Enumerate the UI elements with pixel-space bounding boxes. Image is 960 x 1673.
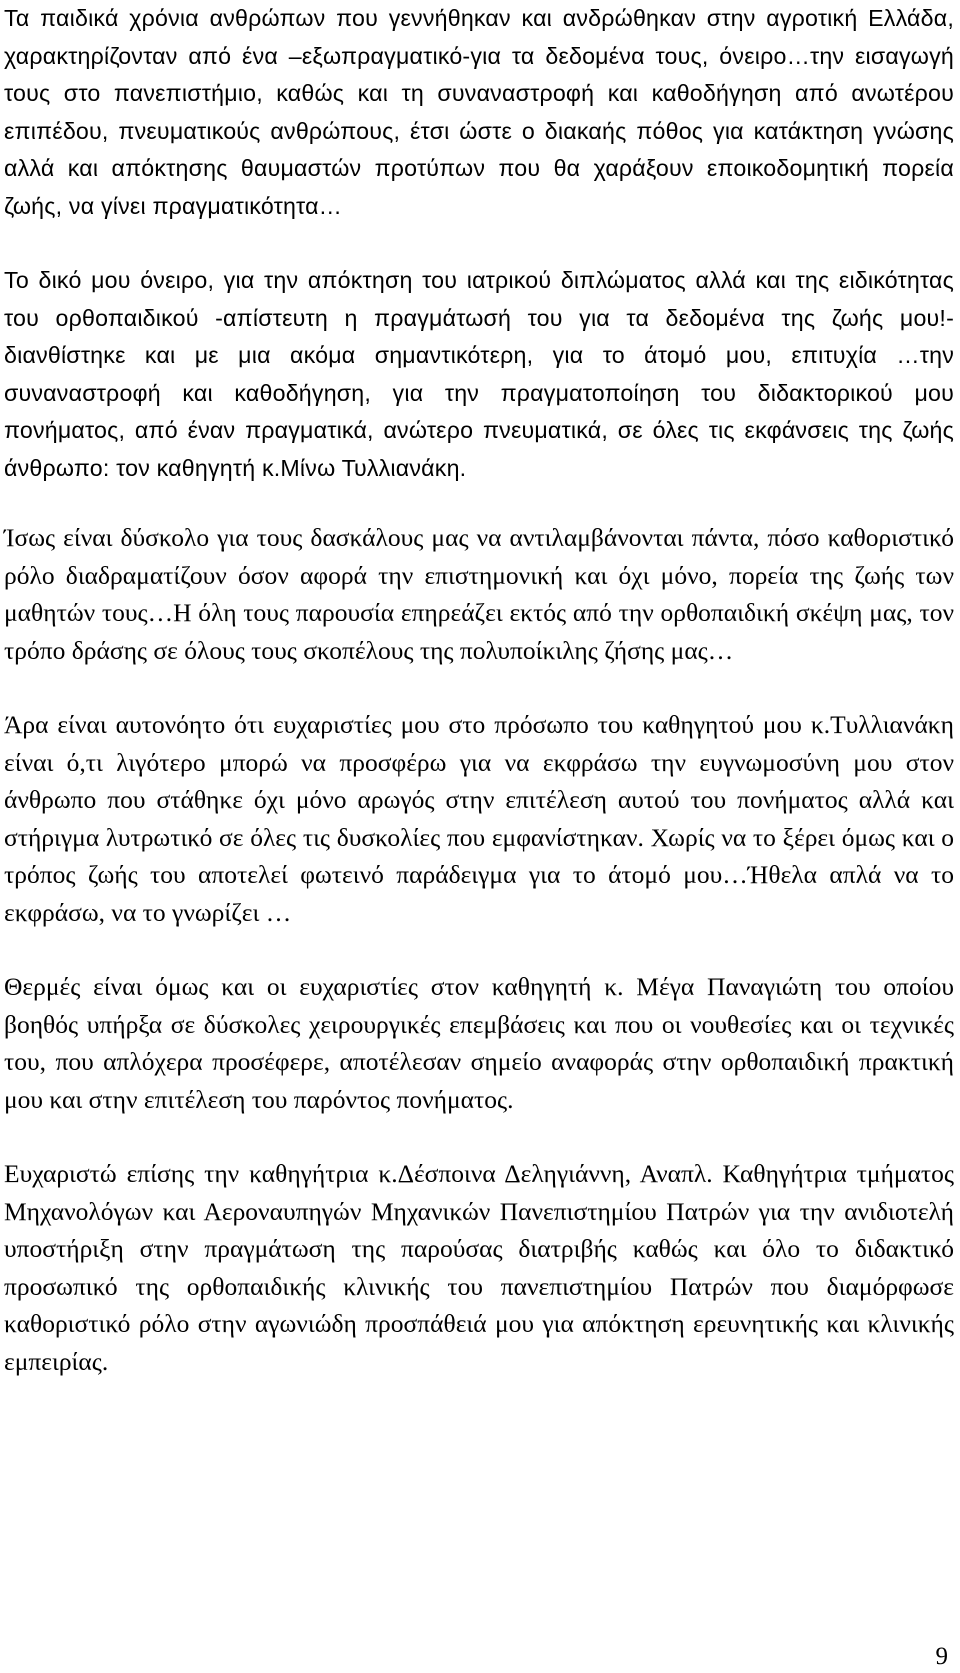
paragraph-spacer (4, 225, 954, 262)
document-page (4, 0, 954, 1380)
paragraph-spacer (4, 669, 954, 706)
paragraph-thanks-deligianni: Ευχαριστώ επίσης την καθηγήτρια κ.Δέσποινα Δεληγιάννη, Αναπλ. Καθηγήτρια τμήματος Μηχανολόγων και Αεροναυπηγών Μηχανικών Πανεπιστημίου Πατρών για την ανιδιοτελή υποστήριξη στην πραγμάτωση της παρούσας διατριβής καθώς και όλο το διδακτικό προσωπικό της ορθοπαιδικής κλινικής του πανεπιστημίου Πατρών που διαμόρφωσε καθοριστικό ρόλο στην αγωνιώδη προσπάθειά μου για απόκτηση ερευνητικής και κλινικής εμπειρίας. (4, 1159, 954, 1376)
page-number: 9 (935, 1643, 948, 1670)
paragraph-teachers-role: Ίσως είναι δύσκολο για τους δασκάλους μας να αντιλαμβάνονται πάντα, πόσο καθοριστικό ρόλο διαδραματίζουν όσον αφορά την επιστημονική και όχι μόνο, πορεία της ζωής των μαθητών τους…Η όλη τους παρουσία επηρεάζει εκτός από την ορθοπαιδική σκέψη μας, τον τρόπο δράσης σε όλους τους σκοπέλους της πολυποίκιλης ζήσης μας… (4, 523, 954, 665)
paragraph-spacer (4, 487, 954, 519)
paragraph-medical-degree: Το δικό μου όνειρο, για την απόκτηση του ιατρικού διπλώματος αλλά και της ειδικότητας του ορθοπαιδικού -απίστευτη η πραγμάτωσή του για τα δεδομένα της ζωής μου!- διανθίστηκε και με μια ακόμα σημαντικότερη, για το άτομό μου, επιτυχία …την συναναστροφή και καθοδήγηση, για την πραγματοποίηση του διδακτορικού μου πονήματος, από έναν πραγματικά, ανώτερο πνευματικά, σε όλες τις εκφάνσεις της ζωής άνθρωπο: τον καθηγητή κ.Μίνω Τυλλιανάκη. (4, 267, 954, 481)
paragraph-thanks-megas: Θερμές είναι όμως και οι ευχαριστίες στον καθηγητή κ. Μέγα Παναγιώτη του οποίου βοηθός υπήρξα σε δύσκολες χειρουργικές επεμβάσεις και που οι νουθεσίες και οι τεχνικές του, που απλόχερα προσέφερε, αποτέλεσαν σημείο αναφοράς στην ορθοπαιδική πρακτική μου και στην επιτέλεση του παρόντος πονήματος. (4, 972, 954, 1114)
paragraph-spacer (4, 1118, 954, 1155)
paragraph-thanks-tyllianakis: Άρα είναι αυτονόητο ότι ευχαριστίες μου στο πρόσωπο του καθηγητού μου κ.Τυλλιανάκη είναι ό,τι λιγότερο μπορώ να προσφέρω για να εκφράσω την ευγνωμοσύνη μου στον άνθρωπο που στάθηκε όχι μόνο αρωγός στην επιτέλεση αυτού του πονήματος αλλά και στήριγμα λυτρωτικό σε όλες τις δυσκολίες που εμφανίστηκαν. Χωρίς να το ξέρει όμως και ο τρόπος ζωής του αποτελεί φωτεινό παράδειγμα για το άτομό μου…Ήθελα απλά να το εκφράσω, να το γνωρίζει … (4, 710, 954, 927)
paragraph-childhood-dream: Τα παιδικά χρόνια ανθρώπων που γεννήθηκαν και ανδρώθηκαν στην αγροτική Ελλάδα, χαρακτηρίζονταν από ένα –εξωπραγματικό-για τα δεδομένα τους, όνειρο…την εισαγωγή τους στο πανεπιστήμιο, καθώς και τη συναναστροφή και καθοδήγηση από ανωτέρου επιπέδου, πνευματικούς ανθρώπους, έτσι ώστε ο διακαής πόθος για κατάκτηση γνώσης αλλά και απόκτησης θαυμαστών προτύπων που θα χαράξουν εποικοδομητική πορεία ζωής, να γίνει πραγματικότητα… (4, 5, 954, 219)
paragraph-spacer (4, 931, 954, 968)
